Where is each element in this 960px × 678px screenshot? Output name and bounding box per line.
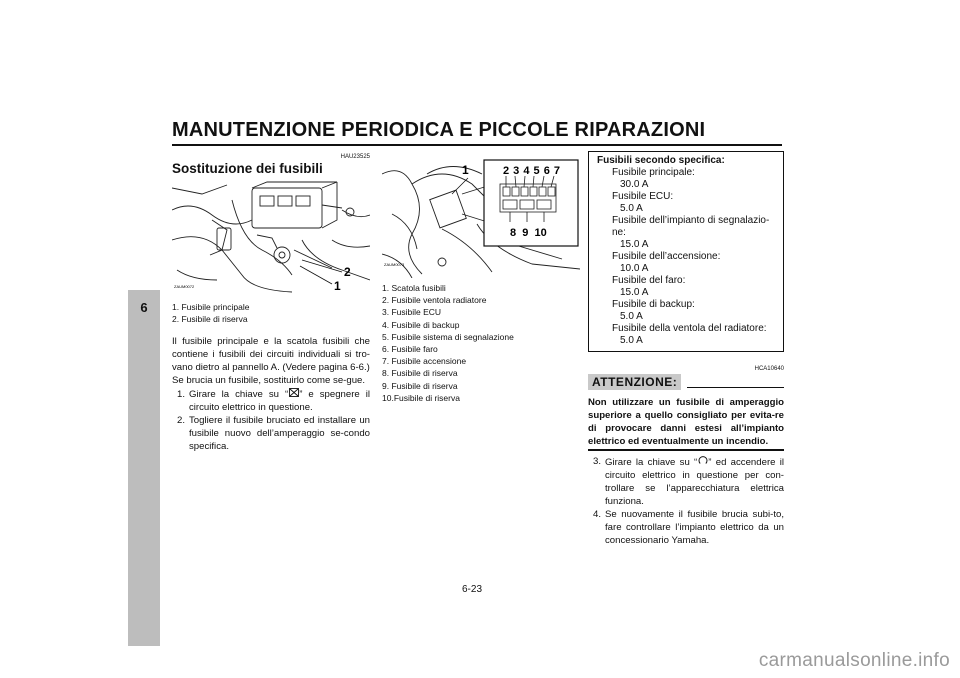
caution-rule-bottom	[588, 449, 784, 451]
caption-item: 2. Fusibile ventola radiatore	[382, 295, 487, 306]
caption-item: 5. Fusibile sistema di segnalazione	[382, 331, 514, 342]
main-fuse-photo	[172, 180, 370, 298]
caption-item: 9. Fusibile di riserva	[382, 380, 458, 391]
spec-label: Fusibile di backup:	[612, 299, 695, 310]
page-number: 6-23	[462, 584, 483, 595]
callout-1: 1	[462, 163, 469, 177]
caption-item: 8. Fusibile di riserva	[382, 368, 458, 379]
intro-paragraph	[172, 335, 370, 387]
spec-value: 15.0 A	[620, 287, 649, 298]
key-on-icon	[697, 455, 708, 469]
figure-code: ZAUM0072	[174, 284, 195, 289]
section-title: Sostituzione dei fusibili	[172, 161, 323, 176]
caution-ref-code: HCA10640	[754, 366, 784, 372]
callout-1: 1	[334, 279, 341, 293]
section-ref-code: HAU23525	[340, 154, 370, 160]
fuse-box-photo	[382, 154, 580, 278]
inset-top-numbers: 2 3 4 5 6 7	[503, 165, 561, 177]
step-4: 4. Se nuovamente il fusibile brucia subi-to, fare controllare l’impianto elettrico da un concessionario Yamaha.	[592, 508, 784, 546]
caption-item: 10.Fusibile di riserva	[382, 392, 460, 403]
caution-label: ATTENZIONE:	[588, 374, 681, 390]
spec-label: Fusibile della ventola del radiatore:	[612, 323, 767, 334]
key-off-icon	[288, 388, 299, 401]
step-3: 3. Girare la chiave su “ ” ed accendere il circuito elettrico in questione per con-trollare se l’apparecchiatura elettrica funziona.	[592, 455, 785, 507]
fuse-box-captions	[382, 282, 580, 404]
fuse-box-illustration	[382, 154, 580, 278]
steps-list	[172, 388, 370, 453]
spec-value: 30.0 A	[620, 179, 649, 190]
figure-code: ZAUM0073	[384, 262, 405, 267]
callout-2: 2	[344, 265, 351, 279]
caption-item: 3. Fusibile ECU	[382, 307, 442, 318]
spec-label: Fusibile principale:	[612, 167, 695, 178]
spec-label: Fusibile del faro:	[612, 275, 686, 286]
left-column	[172, 150, 370, 453]
spec-value: 10.0 A	[620, 263, 649, 274]
paragraph-1: Il fusibile principale e la scatola fusibili che contiene i fusibili dei circuiti individuali si tro-vano dietro al pannello A. (Vedere pagina 6-6.)	[172, 336, 370, 373]
spec-value: 5.0 A	[620, 311, 643, 322]
inset-bottom-numbers: 8 9 10	[510, 227, 547, 239]
spec-label: Fusibile dell’accensione:	[612, 251, 721, 262]
caption-item: 1. Scatola fusibili	[382, 283, 446, 293]
caution-rule-top	[687, 387, 784, 389]
middle-column	[382, 150, 580, 404]
spec-title: Fusibili secondo specifica:	[597, 155, 725, 166]
caption-item: 6. Fusibile faro	[382, 344, 438, 355]
spec-value: 5.0 A	[620, 335, 643, 346]
chapter-tab	[128, 290, 160, 646]
caption-item: 1. Fusibile principale	[172, 302, 250, 312]
caption-item: 7. Fusibile accensione	[382, 356, 467, 367]
caution-header	[588, 374, 784, 390]
caption-item: 2. Fusibile di riserva	[172, 314, 248, 324]
fuse-spec-box	[588, 151, 784, 352]
page-title: MANUTENZIONE PERIODICA E PICCOLE RIPARAZIONI	[172, 119, 706, 141]
spec-value: 15.0 A	[620, 239, 649, 250]
spec-label: Fusibile ECU:	[612, 191, 674, 202]
header-rule	[172, 144, 782, 146]
right-column	[588, 151, 784, 547]
step-1: 1. Girare la chiave su “ ” e spegnere il circuito elettrico in questione.	[176, 389, 371, 413]
step-2: 2. Togliere il fusibile bruciato ed installare un fusibile nuovo dell’amperaggio se-condo specifica.	[176, 415, 370, 452]
spec-label: Fusibile dell’impianto di segnalazio-ne:	[612, 215, 770, 238]
chapter-number: 6	[140, 300, 148, 315]
caption-item: 4. Fusibile di backup	[382, 319, 460, 330]
spec-value: 5.0 A	[620, 203, 643, 214]
steps-list-continued	[588, 455, 784, 547]
paragraph-2: Se brucia un fusibile, sostituirlo come se-gue.	[172, 375, 366, 386]
figure-captions	[172, 301, 370, 325]
watermark: carmanualsonline.info	[758, 650, 950, 671]
caution-text: Non utilizzare un fusibile di amperaggio superiore a quello consigliato per evita-re di provocare danni estesi all’impianto elettrico ed eventualmente un incendio.	[588, 397, 784, 447]
main-fuse-illustration	[172, 180, 370, 298]
